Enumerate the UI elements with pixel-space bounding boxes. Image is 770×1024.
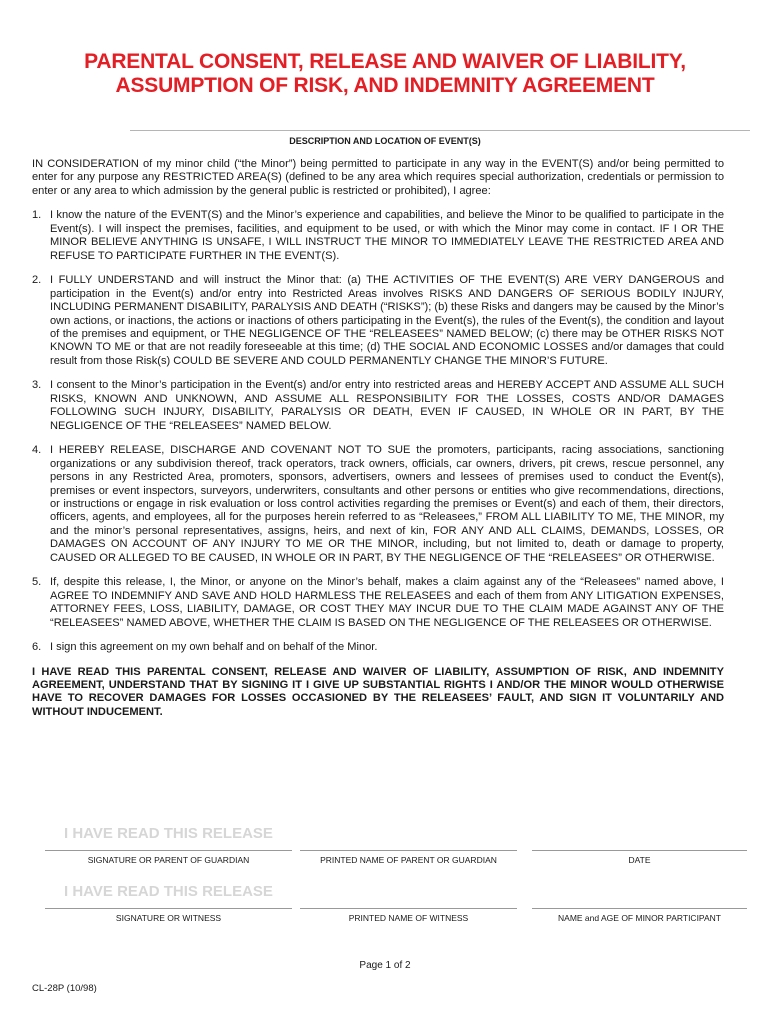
parent-signature-label: SIGNATURE OR PARENT OF GUARDIAN (87, 855, 250, 865)
parent-printed-name-label: PRINTED NAME OF PARENT OR GUARDIAN (320, 855, 497, 865)
clause-number: 2. (32, 274, 42, 287)
page-number: Page 1 of 2 (359, 960, 411, 971)
parent-printed-name-field[interactable] (300, 850, 517, 851)
clause-text: I FULLY UNDERSTAND and will instruct the Minor that: (a) THE ACTIVITIES OF THE EVENT(S) ARE VERY DANGEROUS and participation in the Event(s) and/or entry into Restricted Areas involves RISKS AND DANGERS OF SERIOUS BODILY INJURY, INCLUDING PERMANENT DISABILITY, PARALYSIS AND DEATH (“RISKS”); (b) these Risks and dangers may be caused by the Minor’s own actions, or inactions, the actions or inactions of others participating in the Event(s), the rules of the Event(s), the condition and layout of the premises and equipment, or THE NEGLIGENCE OF THE “RELEASEES” NAMED BELOW; (c) there may be OTHER RISKS NOT KNOWN TO ME or that are not readily foreseeable at this time; (d) THE SOCIAL AND ECONOMIC LOSSES and/or damages that could result from those Risk(s) COULD BE SEVERE AND COULD PERMANENTLY CHANGE THE MINOR’S FUTURE. (50, 274, 724, 367)
witness-printed-name-field[interactable] (300, 908, 517, 909)
witness-signature-label: SIGNATURE OR WITNESS (115, 913, 222, 923)
date-label: DATE (628, 855, 651, 865)
clause-text: I HEREBY RELEASE, DISCHARGE AND COVENANT NOT TO SUE the promoters, participants, racing associations, sanctioning organizations or any subdivision thereof, track operators, track owners, officials, car owners, drivers, pit crews, rescue personnel, any persons in any Restricted Area, promoters, sponsors, advertisers, owners and lessees of premises used to conduct the Event(s), premises or event inspectors, surveyors, underwriters, consultants and other persons or entities who give recommendations, directions, or instructions or engage in risk evaluation or loss control activities regarding the premises or Event(s) and each of them, their directors, officers, agents, and employees, all for the purposes herein referred to as “Releasees,” FROM ALL LIABILITY TO ME, THE MINOR, my and the minor’s personal representatives, assigns, heirs, and next of kin, FOR ANY AND ALL CLAIMS, DEMANDS, LOSSES, OR DAMAGES ON ACCOUNT OF ANY INJURY TO ME OR THE MINOR, including, but not limited to, death or damage to property, CAUSED OR ALLEGED TO BE CAUSED, IN WHOLE OR IN PART, BY THE NEGLIGENCE OF THE “RELEASEES” OR OTHERWISE. (50, 444, 724, 564)
parent-signature-field[interactable] (45, 850, 292, 851)
intro-paragraph: IN CONSIDERATION of my minor child (“the Minor”) being permitted to participate in any way in the EVENT(S) and/or being permitted to enter for any purpose any RESTRICTED AREA(S) (defined to be any area which requires special authorization, credentials or permission to enter or any area to which admission by the general public is restricted or prohibited), I agree: (32, 158, 724, 197)
clause-6 (32, 641, 724, 654)
clause-2 (32, 274, 724, 368)
clause-text: I know the nature of the EVENT(S) and the Minor’s experience and capabilities, and believe the Minor to be qualified to participate in the Event(s). I will inspect the premises, facilities, and equipment to be used, or with which the Minor may come in contact. IF I OR THE MINOR BELIEVE ANYTHING IS UNSAFE, I WILL INSTRUCT THE MINOR TO IMMEDIATELY LEAVE THE RESTRICTED AREA AND REFUSE TO PARTICIPATE FURTHER IN THE EVENT(S). (50, 209, 724, 262)
date-field[interactable] (532, 850, 747, 851)
clause-1 (32, 209, 724, 263)
clause-text: I sign this agreement on my own behalf and on behalf of the Minor. (50, 641, 378, 654)
clause-number: 1. (32, 209, 42, 222)
clause-number: 6. (32, 641, 42, 654)
event-description-label: DESCRIPTION AND LOCATION OF EVENT(S) (289, 136, 481, 146)
title-line-1: PARENTAL CONSENT, RELEASE AND WAIVER OF LIABILITY, (84, 50, 686, 73)
clause-number: 5. (32, 576, 42, 589)
acknowledgement-statement: I HAVE READ THIS PARENTAL CONSENT, RELEASE AND WAIVER OF LIABILITY, ASSUMPTION OF RISK, AND INDEMNITY AGREEMENT, UNDERSTAND THAT BY SIGNING IT I GIVE UP SUBSTANTIAL RIGHTS I AND/OR THE MINOR WOULD OTHERWISE HAVE TO RECOVER DAMAGES FOR LOSSES OCCASIONED BY THE RELEASEES’ FAULT, AND SIGN IT VOLUNTARILY AND WITHOUT INDUCEMENT. (32, 665, 724, 718)
clause-5 (32, 576, 724, 630)
clause-3 (32, 379, 724, 433)
clause-text: If, despite this release, I, the Minor, or anyone on the Minor’s behalf, makes a claim against any of the “Releasees” named above, I AGREE TO INDEMNIFY AND SAVE AND HOLD HARMLESS THE RELEASEES and each of them from ANY LITIGATION EXPENSES, ATTORNEY FEES, LOSS, LIABILITY, DAMAGE, OR COST THEY MAY INCUR DUE TO THE CLAIM MADE AGAINST ANY OF THE “RELEASEES” NAMED ABOVE, WHETHER THE CLAIM IS BASED ON THE NEGLIGENCE OF THE RELEASEES OR OTHERWISE. (50, 576, 724, 629)
minor-name-age-label: NAME and AGE OF MINOR PARTICIPANT (558, 913, 721, 923)
form-code: CL-28P (10/98) (32, 983, 97, 994)
event-description-field[interactable] (130, 130, 750, 131)
title-line-2: ASSUMPTION OF RISK, AND INDEMNITY AGREEMENT (115, 74, 655, 97)
clause-number: 3. (32, 379, 42, 392)
witness-printed-name-label: PRINTED NAME OF WITNESS (348, 913, 469, 923)
read-release-watermark: I HAVE READ THIS RELEASE (64, 883, 273, 900)
document-title (0, 50, 770, 98)
clause-4 (32, 444, 724, 565)
witness-signature-field[interactable] (45, 908, 292, 909)
minor-name-age-field[interactable] (532, 908, 747, 909)
clause-text: I consent to the Minor’s participation in the Event(s) and/or entry into restricted areas and HEREBY ACCEPT AND ASSUME ALL SUCH RISKS, KNOWN AND UNKNOWN, AND ASSUME ALL RESPONSIBILITY FOR THE LOSSES, COSTS AND/OR DAMAGES FOLLOWING SUCH INJURY, DISABILITY, PARALYSIS OR DEATH, EVEN IF CAUSED, IN WHOLE OR IN PART, BY THE NEGLIGENCE OF THE “RELEASEES” NAMED BELOW. (50, 379, 724, 432)
read-release-watermark: I HAVE READ THIS RELEASE (64, 825, 273, 842)
clause-number: 4. (32, 444, 42, 457)
agreement-body (32, 158, 724, 730)
